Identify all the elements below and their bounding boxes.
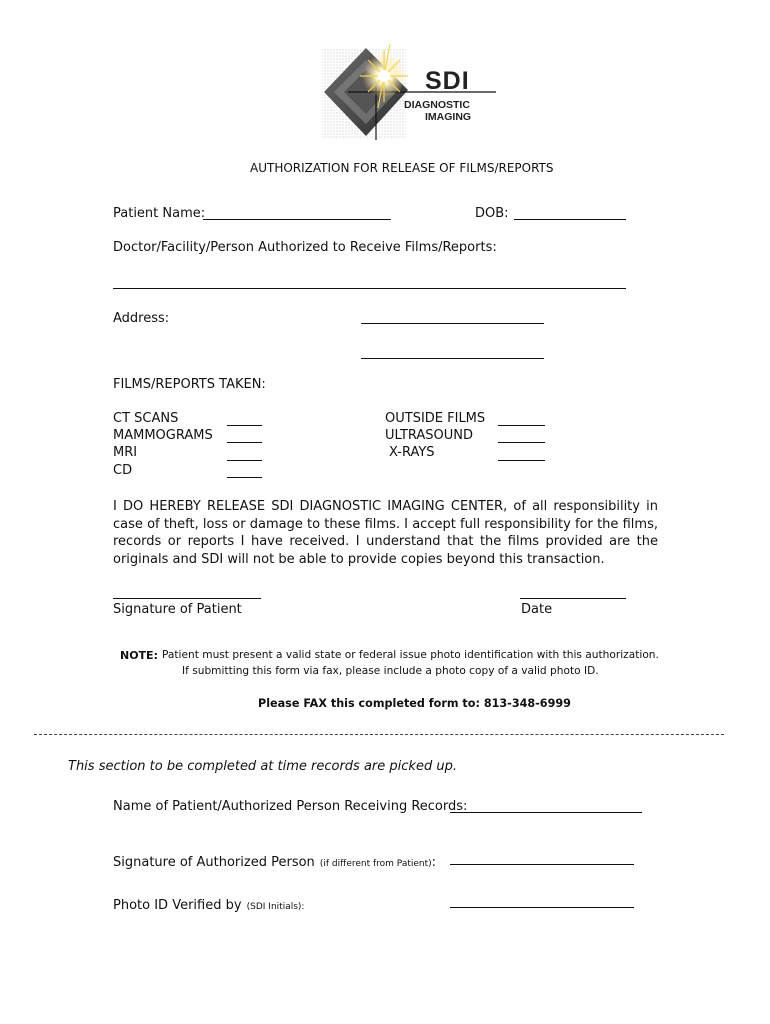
date-field[interactable] [520,598,626,599]
authorized-signature-label-group [113,851,436,870]
item-ultrasound: ULTRASOUND [385,428,474,443]
authorized-receiver-field[interactable] [113,288,626,289]
photo-id-label: Photo ID Verified by [113,898,242,913]
logo-line1: DIAGNOSTIC [404,99,470,111]
patient-name-field[interactable] [203,219,391,220]
authorized-receiver-label: Doctor/Facility/Person Authorized to Receive Films/Reports: [113,240,497,255]
form-title: AUTHORIZATION FOR RELEASE OF FILMS/REPORTS [250,161,554,175]
cut-line-divider [34,734,724,735]
address-field-2[interactable] [361,358,544,359]
photo-id-field[interactable] [450,907,634,908]
logo-line2: IMAGING [425,111,472,123]
sdi-logo [318,40,508,145]
authorized-signature-colon: : [431,855,437,870]
item-mri: MRI [113,445,138,460]
logo-graphic [318,40,508,145]
item-outside-films: OUTSIDE FILMS [385,411,486,426]
dob-label: DOB: [475,206,509,221]
address-field-1[interactable] [361,323,544,324]
receiver-name-field[interactable] [450,812,642,813]
films-taken-label: FILMS/REPORTS TAKEN: [113,377,266,392]
x-rays-field[interactable] [498,460,545,461]
patient-signature-field[interactable] [113,598,261,599]
patient-name-label: Patient Name: [113,206,206,221]
note-label: NOTE: [120,649,158,662]
mri-field[interactable] [227,460,262,461]
outside-films-field[interactable] [498,425,545,426]
item-x-rays: X-RAYS [389,445,435,460]
cd-field[interactable] [227,477,262,478]
photo-id-note: (SDI Initials): [246,902,305,912]
receiver-name-label: Name of Patient/Authorized Person Receiving Records: [113,799,468,814]
authorized-signature-label: Signature of Authorized Person [113,855,315,870]
authorized-signature-note: (if different from Patient) [319,859,432,869]
photo-id-label-group [113,894,304,913]
release-statement: I DO HEREBY RELEASE SDI DIAGNOSTIC IMAGING CENTER, of all responsibility in case of theft, loss or damage to these films. I accept full responsibility for the films, records or reports I have received. I understand that the films provided are the originals and SDI will not be able to provide copies beyond this transaction. [113,499,658,567]
item-cd: CD [113,463,133,478]
pickup-section-heading: This section to be completed at time records are picked up. [68,759,457,774]
note-line-2: If submitting this form via fax, please include a photo copy of a valid photo ID. [182,665,599,677]
address-label: Address: [113,311,170,326]
ct-scans-field[interactable] [227,425,262,426]
authorized-signature-field[interactable] [450,864,634,865]
item-ct-scans: CT SCANS [113,411,179,426]
item-mammograms: MAMMOGRAMS [113,428,213,443]
ultrasound-field[interactable] [498,442,545,443]
date-label: Date [521,602,553,617]
dob-field[interactable] [514,219,626,220]
mammograms-field[interactable] [227,442,262,443]
signature-label: Signature of Patient [113,602,242,617]
fax-instruction: Please FAX this completed form to: 813-348-6999 [258,697,571,710]
logo-brand: SDI [425,67,470,95]
note-line-1: Patient must present a valid state or federal issue photo identification with this authorization. [162,649,659,661]
